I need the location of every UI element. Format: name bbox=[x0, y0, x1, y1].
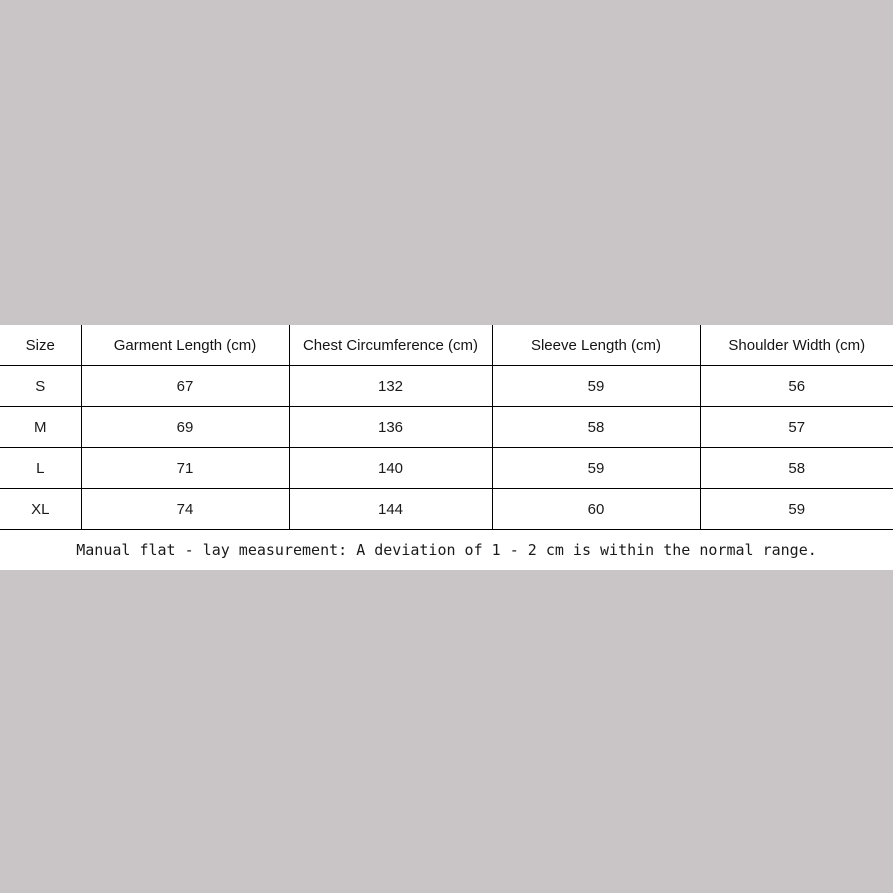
cell-size: M bbox=[0, 407, 81, 448]
cell-garment-length: 69 bbox=[81, 407, 289, 448]
cell-sleeve-length: 58 bbox=[492, 407, 700, 448]
cell-shoulder-width: 59 bbox=[700, 489, 893, 530]
cell-sleeve-length: 59 bbox=[492, 366, 700, 407]
cell-chest-circumference: 132 bbox=[289, 366, 492, 407]
cell-chest-circumference: 140 bbox=[289, 448, 492, 489]
cell-garment-length: 71 bbox=[81, 448, 289, 489]
cell-size: L bbox=[0, 448, 81, 489]
table-header-row bbox=[0, 325, 893, 366]
cell-garment-length: 67 bbox=[81, 366, 289, 407]
column-header-shoulder-width: Shoulder Width (cm) bbox=[700, 325, 893, 366]
size-chart-table bbox=[0, 325, 893, 570]
cell-sleeve-length: 60 bbox=[492, 489, 700, 530]
measurement-note: Manual flat - lay measurement: A deviation of 1 - 2 cm is within the normal range. bbox=[0, 530, 893, 571]
cell-shoulder-width: 57 bbox=[700, 407, 893, 448]
cell-garment-length: 74 bbox=[81, 489, 289, 530]
cell-size: XL bbox=[0, 489, 81, 530]
measurement-note-row bbox=[0, 530, 893, 571]
table-row bbox=[0, 366, 893, 407]
cell-shoulder-width: 58 bbox=[700, 448, 893, 489]
cell-shoulder-width: 56 bbox=[700, 366, 893, 407]
cell-chest-circumference: 144 bbox=[289, 489, 492, 530]
table-row bbox=[0, 448, 893, 489]
column-header-garment-length: Garment Length (cm) bbox=[81, 325, 289, 366]
cell-size: S bbox=[0, 366, 81, 407]
cell-chest-circumference: 136 bbox=[289, 407, 492, 448]
table-row bbox=[0, 489, 893, 530]
table-row bbox=[0, 407, 893, 448]
column-header-size: Size bbox=[0, 325, 81, 366]
cell-sleeve-length: 59 bbox=[492, 448, 700, 489]
column-header-chest-circumference: Chest Circumference (cm) bbox=[289, 325, 492, 366]
size-chart bbox=[0, 325, 893, 570]
column-header-sleeve-length: Sleeve Length (cm) bbox=[492, 325, 700, 366]
